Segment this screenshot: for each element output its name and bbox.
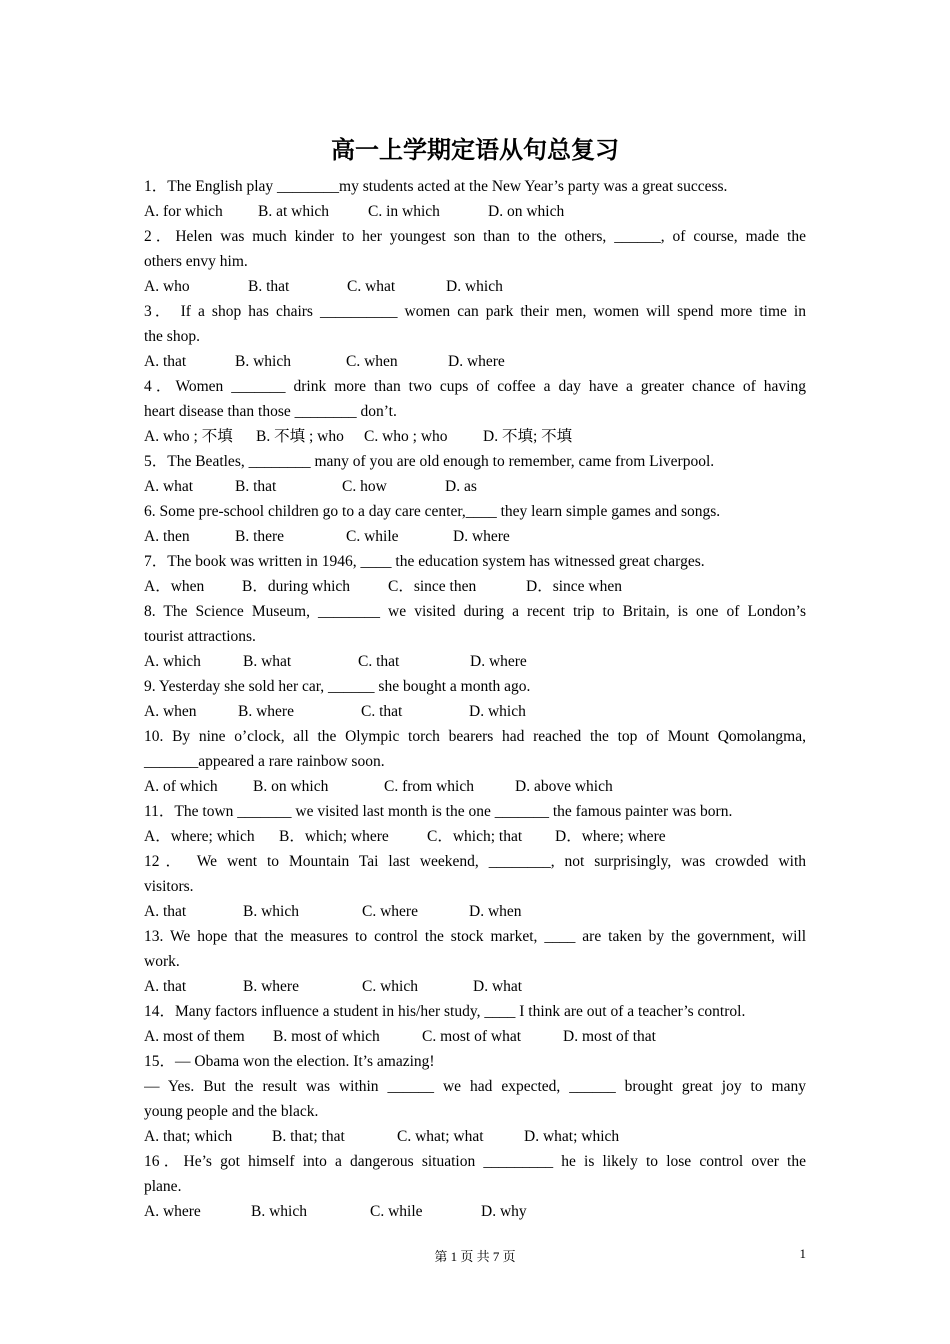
option-b: B．during which [242, 578, 351, 595]
question-text: visitors. [144, 878, 194, 895]
option-a: A. that [144, 353, 187, 370]
option-b: B. that [248, 278, 290, 295]
question-text: plane. [144, 1178, 182, 1195]
answer-options [144, 474, 806, 499]
option-c: C. how [342, 478, 387, 495]
option-b: B. most of which [273, 1028, 380, 1045]
option-b: B．which; where [279, 828, 389, 845]
question-text: tourist attractions. [144, 628, 256, 645]
question-list [144, 174, 806, 1224]
option-a: A. then [144, 528, 190, 545]
option-a: A. for which [144, 203, 223, 220]
option-b: B. which [251, 1203, 307, 1220]
question-text: 5．The Beatles, ________ many of you are old enough to remember, came from Liverpool. [144, 453, 715, 470]
answer-options [144, 574, 806, 599]
page-title: 高一上学期定语从句总复习 [331, 135, 619, 164]
option-c: C. while [370, 1203, 423, 1220]
option-d: D. which [446, 278, 503, 295]
option-c: C. in which [368, 203, 440, 220]
option-a: A．when [144, 578, 205, 595]
option-b: B. which [243, 903, 299, 920]
option-d: D. on which [488, 203, 565, 220]
question-text: 15．— Obama won the election. It’s amazing! [144, 1053, 435, 1070]
question-text: 13. We hope that the measures to control the stock market, ____ are taken by the government, will [144, 928, 806, 945]
answer-options [144, 524, 806, 549]
option-a: A. who [144, 278, 190, 295]
option-d: D. why [481, 1203, 527, 1220]
option-d: D. when [469, 903, 522, 920]
option-b: B. there [235, 528, 285, 545]
option-d: D. where [470, 653, 527, 670]
question-text: 12． We went to Mountain Tai last weekend, ________, not surprisingly, was crowded with [144, 853, 806, 870]
question-text: 14．Many factors influence a student in his/her study, ____ I think are out of a teacher’s control. [144, 1003, 746, 1020]
option-a: A. which [144, 653, 201, 670]
question-text: 11．The town _______ we visited last month is the one _______ the famous painter was born. [144, 803, 733, 820]
option-d: D. where [448, 353, 505, 370]
question-text: _______appeared a rare rainbow soon. [144, 753, 385, 770]
answer-options [144, 1024, 806, 1049]
answer-options [144, 199, 806, 224]
question-text: others envy him. [144, 253, 248, 270]
option-b: B. where [243, 978, 299, 995]
question-text: — Yes. But the result was within ______ we had expected, ______ brought great joy to many [144, 1078, 806, 1095]
option-a: A. most of them [144, 1028, 245, 1045]
option-c: C. which [362, 978, 418, 995]
question-text: 16．He’s got himself into a dangerous situation _________ he is likely to lose control over the [144, 1153, 806, 1170]
answer-options [144, 699, 806, 724]
option-d: D. as [445, 478, 477, 495]
answer-options [144, 899, 806, 924]
option-b: B. that; that [272, 1128, 345, 1145]
option-c: C. that [358, 653, 400, 670]
question-text: the shop. [144, 328, 200, 345]
option-c: C. where [362, 903, 418, 920]
question-text: 1．The English play ________my students acted at the New Year’s party was a great success. [144, 178, 728, 195]
option-d: D. where [453, 528, 510, 545]
question-text: heart disease than those ________ don’t. [144, 403, 397, 420]
answer-options [144, 1124, 806, 1149]
option-c: C．which; that [427, 828, 523, 845]
question-text: 10. By nine o’clock, all the Olympic torch bearers had reached the top of Mount Qomolangma, [144, 728, 806, 745]
answer-options [144, 1199, 806, 1224]
option-a: A. when [144, 703, 197, 720]
answer-options [144, 274, 806, 299]
option-b: B. where [238, 703, 294, 720]
answer-options [144, 649, 806, 674]
option-c: C. what [347, 278, 396, 295]
question-text: 9. Yesterday she sold her car, ______ she bought a month ago. [144, 678, 531, 695]
option-b: B. on which [253, 778, 329, 795]
page-footer-info: 第 1 页 共 7 页 [434, 1249, 516, 1264]
option-b: B. at which [258, 203, 330, 220]
option-a: A．where; which [144, 828, 255, 845]
option-c: C. that [361, 703, 403, 720]
answer-options [144, 824, 806, 849]
answer-options [144, 974, 806, 999]
question-text: 2．Helen was much kinder to her youngest son than to the others, ______, of course, made the [144, 228, 806, 245]
option-b: B. which [235, 353, 291, 370]
option-d: D. what [473, 978, 523, 995]
option-d: D. above which [515, 778, 613, 795]
option-c: C. from which [384, 778, 474, 795]
answer-options [144, 774, 806, 799]
answer-options [144, 424, 806, 449]
answer-options [144, 349, 806, 374]
option-a: A. that [144, 978, 187, 995]
option-a: A. of which [144, 778, 218, 795]
option-b: B. that [235, 478, 277, 495]
question-text: 3． If a shop has chairs __________ women can park their men, women will spend more time in [144, 303, 806, 320]
option-b: B. 不填 ; who [256, 428, 344, 445]
option-c: C．since then [388, 578, 477, 595]
question-text: work. [144, 953, 180, 970]
option-c: C. what; what [397, 1128, 484, 1145]
option-d: D．where; where [555, 828, 666, 845]
page-number: 1 [799, 1246, 806, 1261]
question-text: 6. Some pre-school children go to a day care center,____ they learn simple games and songs. [144, 503, 721, 520]
option-c: C. while [346, 528, 399, 545]
option-d: D．since when [526, 578, 622, 595]
option-a: A. that [144, 903, 187, 920]
question-text: 4．Women _______ drink more than two cups of coffee a day have a greater chance of having [144, 378, 806, 395]
option-d: D. 不填; 不填 [483, 428, 573, 445]
option-d: D. most of that [563, 1028, 656, 1045]
option-d: D. which [469, 703, 526, 720]
question-text: 8. The Science Museum, ________ we visited during a recent trip to Britain, is one of London’s [144, 603, 806, 620]
option-a: A. who ; 不填 [144, 428, 233, 445]
option-c: C. who ; who [364, 428, 448, 445]
question-text: young people and the black. [144, 1103, 319, 1120]
option-a: A. what [144, 478, 194, 495]
option-a: A. where [144, 1203, 201, 1220]
option-c: C. when [346, 353, 398, 370]
option-a: A. that; which [144, 1128, 233, 1145]
option-d: D. what; which [524, 1128, 620, 1145]
option-b: B. what [243, 653, 292, 670]
question-text: 7．The book was written in 1946, ____ the education system has witnessed great charges. [144, 553, 705, 570]
option-c: C. most of what [422, 1028, 522, 1045]
